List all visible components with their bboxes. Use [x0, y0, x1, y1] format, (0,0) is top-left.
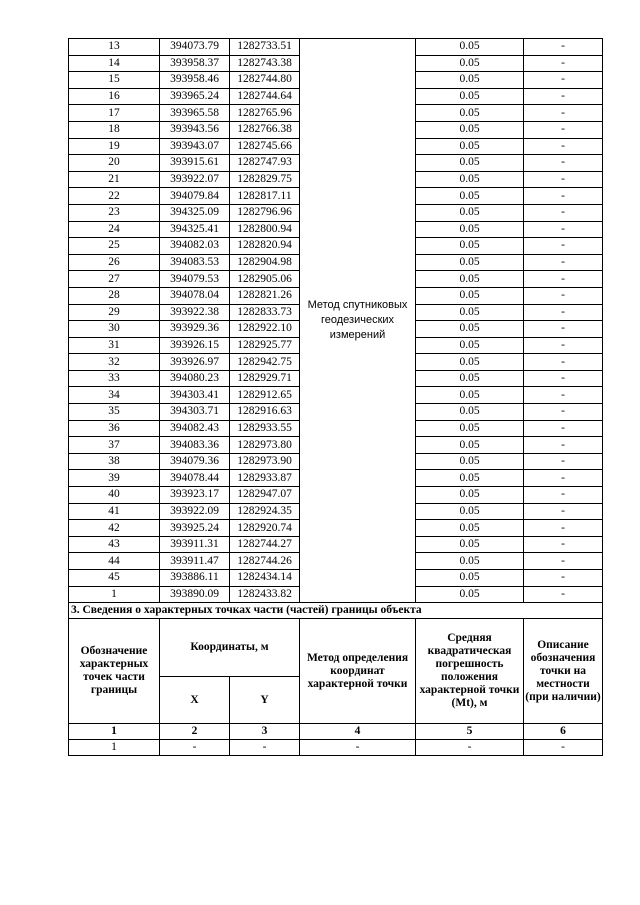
cell-mt: 0.05: [416, 437, 524, 454]
cell-x: 394079.53: [160, 271, 230, 288]
cell-point-number: 39: [69, 470, 160, 487]
cell-x: 393958.46: [160, 72, 230, 89]
cell-x: 393929.36: [160, 321, 230, 338]
cell-x: 393915.61: [160, 155, 230, 172]
cell-mt: 0.05: [416, 238, 524, 255]
cell-description: -: [524, 470, 603, 487]
cell-y: 1282745.66: [230, 138, 300, 155]
section-3: [69, 603, 603, 756]
coordinates-table: [68, 38, 603, 756]
cell-y: 1282942.75: [230, 354, 300, 371]
cell-x: 393926.15: [160, 337, 230, 354]
cell-mt: 0.05: [416, 420, 524, 437]
cell-description: -: [524, 171, 603, 188]
cell-description: -: [524, 536, 603, 553]
cell-point-number: 34: [69, 387, 160, 404]
cell-y: 1282743.38: [230, 55, 300, 72]
cell-x: 394083.36: [160, 437, 230, 454]
cell-point-number: 20: [69, 155, 160, 172]
cell-description: -: [524, 503, 603, 520]
cell-point-number: 38: [69, 453, 160, 470]
header-x: X: [160, 677, 230, 724]
cell-mt: 0.05: [416, 105, 524, 122]
cell-x: 393965.24: [160, 88, 230, 105]
cell-x: 394079.84: [160, 188, 230, 205]
cell-y: 1282821.26: [230, 287, 300, 304]
cell-y: 1282905.06: [230, 271, 300, 288]
cell-y: 1282929.71: [230, 370, 300, 387]
cell-y: 1282833.73: [230, 304, 300, 321]
cell-mt: 0.05: [416, 404, 524, 421]
cell-description: -: [524, 155, 603, 172]
cell-x: 393890.09: [160, 586, 230, 603]
cell-y: 1282817.11: [230, 188, 300, 205]
header-y: Y: [230, 677, 300, 724]
cell-x: 393943.07: [160, 138, 230, 155]
cell-y: 1282933.87: [230, 470, 300, 487]
cell-y: 1282947.07: [230, 487, 300, 504]
cell-point-number: 22: [69, 188, 160, 205]
cell-point-number: 36: [69, 420, 160, 437]
cell-x: -: [160, 740, 230, 756]
cell-x: 394080.23: [160, 370, 230, 387]
cell-point-number: 28: [69, 287, 160, 304]
cell-description: -: [524, 105, 603, 122]
cell-description: -: [524, 387, 603, 404]
cell-mt: 0.05: [416, 520, 524, 537]
cell-mt: 0.05: [416, 171, 524, 188]
cell-point-number: 40: [69, 487, 160, 504]
cell-y: 1282765.96: [230, 105, 300, 122]
cell-mt: 0.05: [416, 354, 524, 371]
cell-y: 1282820.94: [230, 238, 300, 255]
cell-point-number: 19: [69, 138, 160, 155]
column-number: 4: [300, 724, 416, 740]
cell-mt: 0.05: [416, 487, 524, 504]
cell-mt: 0.05: [416, 370, 524, 387]
cell-y: 1282920.74: [230, 520, 300, 537]
header-coordinates: Координаты, м: [160, 619, 300, 677]
cell-y: 1282744.64: [230, 88, 300, 105]
cell-description: -: [524, 254, 603, 271]
cell-x: 394082.43: [160, 420, 230, 437]
cell-x: 394325.41: [160, 221, 230, 238]
column-number: 3: [230, 724, 300, 740]
cell-description: -: [524, 238, 603, 255]
cell-y: 1282925.77: [230, 337, 300, 354]
cell-x: 393922.09: [160, 503, 230, 520]
cell-point-number: 14: [69, 55, 160, 72]
cell-point-number: 33: [69, 370, 160, 387]
cell-description: -: [524, 271, 603, 288]
cell-mt: 0.05: [416, 337, 524, 354]
cell-point-number: 26: [69, 254, 160, 271]
cell-y: 1282912.65: [230, 387, 300, 404]
cell-x: 394303.41: [160, 387, 230, 404]
cell-x: 393922.07: [160, 171, 230, 188]
header-designation: Обозначение характерных точек части границы: [69, 619, 160, 724]
cell-point-number: 45: [69, 570, 160, 587]
table-row: [69, 39, 603, 56]
cell-mt: 0.05: [416, 570, 524, 587]
header-description: Описание обозначения точки на местности (при наличии): [524, 619, 603, 724]
cell-y: 1282829.75: [230, 171, 300, 188]
cell-method: -: [300, 740, 416, 756]
cell-y: 1282904.98: [230, 254, 300, 271]
cell-description: -: [524, 138, 603, 155]
cell-x: 394078.44: [160, 470, 230, 487]
cell-point-number: 31: [69, 337, 160, 354]
cell-point-number: 35: [69, 404, 160, 421]
column-number: 6: [524, 724, 603, 740]
cell-description: -: [524, 188, 603, 205]
cell-x: 394303.71: [160, 404, 230, 421]
cell-mt: 0.05: [416, 503, 524, 520]
cell-point-number: 42: [69, 520, 160, 537]
cell-mt: 0.05: [416, 287, 524, 304]
cell-x: 393958.37: [160, 55, 230, 72]
cell-description: -: [524, 337, 603, 354]
cell-point-number: 15: [69, 72, 160, 89]
cell-mt: 0.05: [416, 55, 524, 72]
cell-mt: 0.05: [416, 254, 524, 271]
cell-description: -: [524, 72, 603, 89]
cell-mt: 0.05: [416, 88, 524, 105]
cell-point-number: 23: [69, 204, 160, 221]
cell-description: -: [524, 420, 603, 437]
cell-mt: 0.05: [416, 221, 524, 238]
cell-description: -: [524, 740, 603, 756]
section-3-title: 3. Сведения о характерных точках части (частей) границы объекта: [69, 603, 603, 619]
cell-mt: 0.05: [416, 387, 524, 404]
cell-x: 393911.47: [160, 553, 230, 570]
cell-y: 1282922.10: [230, 321, 300, 338]
header-mt: Средняя квадратическая погрешность положения характерной точки (Mt), м: [416, 619, 524, 724]
cell-y: 1282973.90: [230, 453, 300, 470]
cell-mt: 0.05: [416, 470, 524, 487]
column-number: 1: [69, 724, 160, 740]
cell-method: Метод спутниковых геодезических измерений: [300, 39, 416, 603]
cell-x: 394083.53: [160, 254, 230, 271]
cell-x: 393922.38: [160, 304, 230, 321]
cell-x: 393926.97: [160, 354, 230, 371]
cell-x: 394082.03: [160, 238, 230, 255]
cell-y: -: [230, 740, 300, 756]
cell-y: 1282433.82: [230, 586, 300, 603]
cell-point-number: 37: [69, 437, 160, 454]
cell-x: 394078.04: [160, 287, 230, 304]
cell-description: -: [524, 453, 603, 470]
cell-description: -: [524, 304, 603, 321]
cell-mt: 0.05: [416, 188, 524, 205]
cell-x: 393923.17: [160, 487, 230, 504]
cell-description: -: [524, 221, 603, 238]
cell-mt: 0.05: [416, 39, 524, 56]
cell-mt: 0.05: [416, 155, 524, 172]
cell-y: 1282924.35: [230, 503, 300, 520]
cell-point-number: 1: [69, 586, 160, 603]
cell-x: 393886.11: [160, 570, 230, 587]
cell-point-number: 41: [69, 503, 160, 520]
cell-point-number: 21: [69, 171, 160, 188]
cell-y: 1282916.63: [230, 404, 300, 421]
cell-description: -: [524, 586, 603, 603]
cell-description: -: [524, 55, 603, 72]
cell-mt: 0.05: [416, 271, 524, 288]
cell-mt: 0.05: [416, 204, 524, 221]
cell-point-number: 27: [69, 271, 160, 288]
cell-point-number: 44: [69, 553, 160, 570]
cell-mt: 0.05: [416, 121, 524, 138]
cell-point-number: 29: [69, 304, 160, 321]
cell-point-number: 13: [69, 39, 160, 56]
cell-x: 394079.36: [160, 453, 230, 470]
cell-description: -: [524, 39, 603, 56]
cell-x: 393925.24: [160, 520, 230, 537]
cell-y: 1282800.94: [230, 221, 300, 238]
cell-mt: 0.05: [416, 453, 524, 470]
cell-y: 1282744.26: [230, 553, 300, 570]
cell-point-number: 30: [69, 321, 160, 338]
cell-description: -: [524, 321, 603, 338]
cell-point-number: 43: [69, 536, 160, 553]
cell-x: 393943.56: [160, 121, 230, 138]
cell-description: -: [524, 121, 603, 138]
cell-mt: 0.05: [416, 321, 524, 338]
cell-description: -: [524, 204, 603, 221]
cell-y: 1282744.80: [230, 72, 300, 89]
cell-y: 1282766.38: [230, 121, 300, 138]
cell-point-number: 18: [69, 121, 160, 138]
cell-mt: 0.05: [416, 72, 524, 89]
cell-mt: 0.05: [416, 586, 524, 603]
cell-mt: 0.05: [416, 553, 524, 570]
cell-x: 394325.09: [160, 204, 230, 221]
cell-description: -: [524, 570, 603, 587]
cell-description: -: [524, 404, 603, 421]
cell-y: 1282973.80: [230, 437, 300, 454]
cell-y: 1282796.96: [230, 204, 300, 221]
cell-description: -: [524, 437, 603, 454]
cell-x: 394073.79: [160, 39, 230, 56]
cell-point-number: 24: [69, 221, 160, 238]
column-number: 2: [160, 724, 230, 740]
points-body: [69, 39, 603, 603]
table-row: [69, 740, 603, 756]
cell-description: -: [524, 354, 603, 371]
cell-description: -: [524, 370, 603, 387]
cell-mt: 0.05: [416, 304, 524, 321]
cell-description: -: [524, 520, 603, 537]
cell-description: -: [524, 553, 603, 570]
cell-y: 1282747.93: [230, 155, 300, 172]
cell-description: -: [524, 287, 603, 304]
cell-mt: 0.05: [416, 138, 524, 155]
cell-description: -: [524, 88, 603, 105]
header-method: Метод определения координат характерной точки: [300, 619, 416, 724]
column-number: 5: [416, 724, 524, 740]
cell-x: 393911.31: [160, 536, 230, 553]
cell-x: 393965.58: [160, 105, 230, 122]
cell-mt: -: [416, 740, 524, 756]
cell-y: 1282933.55: [230, 420, 300, 437]
cell-mt: 0.05: [416, 536, 524, 553]
cell-y: 1282744.27: [230, 536, 300, 553]
cell-point-number: 1: [69, 740, 160, 756]
cell-point-number: 16: [69, 88, 160, 105]
cell-point-number: 25: [69, 238, 160, 255]
cell-y: 1282733.51: [230, 39, 300, 56]
cell-point-number: 17: [69, 105, 160, 122]
cell-description: -: [524, 487, 603, 504]
cell-point-number: 32: [69, 354, 160, 371]
cell-y: 1282434.14: [230, 570, 300, 587]
